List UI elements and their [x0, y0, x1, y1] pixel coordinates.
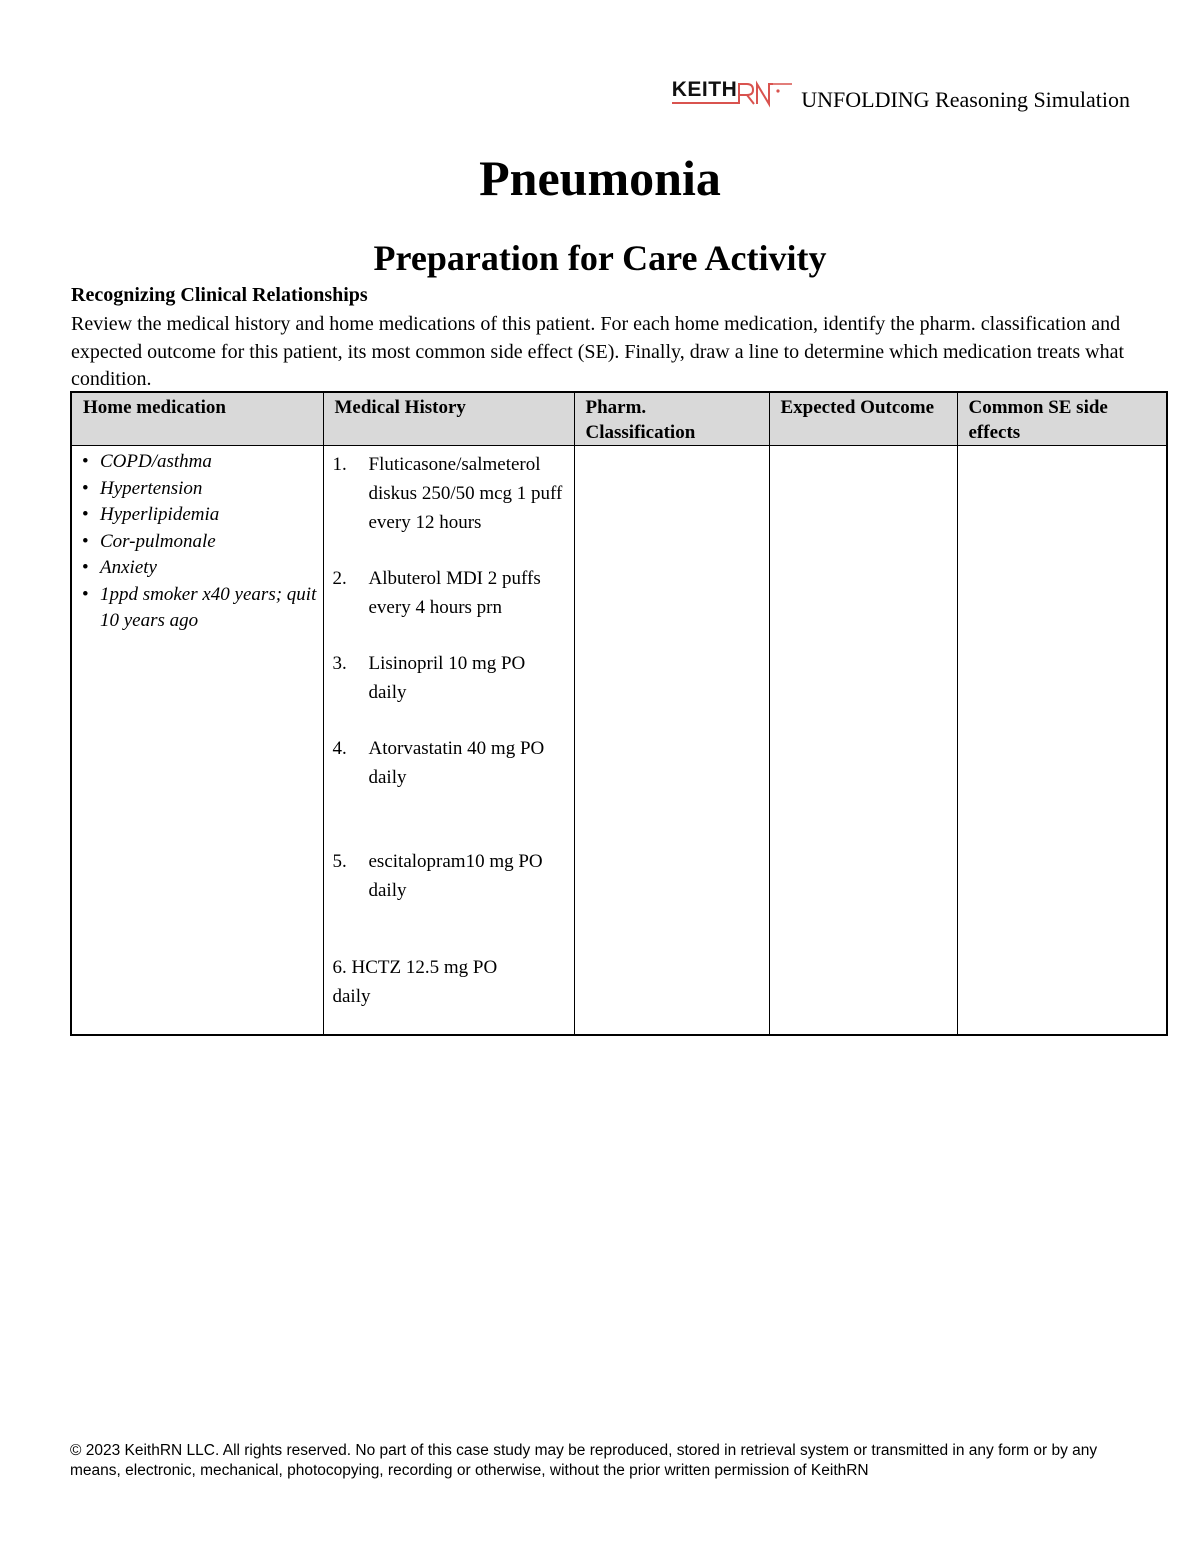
medication-text: Fluticasone/salmeterol diskus 250/50 mcg 1 puff every 12 hours	[368, 454, 563, 533]
logo-underline	[672, 102, 740, 104]
history-cell	[71, 446, 323, 1036]
list-item: • Cor-pulmonale	[82, 529, 317, 556]
medication-text: Albuterol MDI 2 puffs every 4 hours prn	[368, 568, 541, 618]
list-item: • 1ppd smoker x40 years; quit 10 years ago	[82, 582, 317, 635]
medication-item	[333, 734, 568, 792]
col-header-common-se: Common SE side effects	[957, 392, 1167, 446]
medication-item	[333, 564, 568, 622]
section-heading: Recognizing Clinical Relationships	[71, 284, 368, 306]
medication-list	[324, 446, 574, 1011]
list-item: • Anxiety	[82, 555, 317, 582]
medication-item	[333, 450, 568, 537]
medication-text: escitalopram10 mg PO daily	[368, 851, 543, 901]
medication-number: 5.	[332, 851, 347, 872]
medication-text: 6. HCTZ 12.5 mg PO daily	[332, 957, 498, 1007]
medication-item	[333, 847, 568, 905]
col-header-medical-history: Medical History	[323, 392, 574, 446]
medication-text: Atorvastatin 40 mg PO daily	[368, 738, 545, 788]
keithrn-logo	[672, 78, 794, 114]
medication-item	[333, 649, 568, 707]
col-header-home-medication: Home medication	[71, 392, 323, 446]
table-header-row	[71, 392, 1167, 446]
list-item: • Hypertension	[82, 476, 317, 503]
medication-item	[333, 953, 533, 1011]
copyright-footer: © 2023 KeithRN LLC. All rights reserved. No part of this case study may be reproduced, stored in retrieval system or transmitted in any form or by any means, electronic, mechanical, photocopying, recording or otherwise, without the prior written permission of KeithRN	[70, 1442, 1098, 1479]
medication-number: 1.	[332, 454, 347, 475]
header-subtitle: UNFOLDING Reasoning Simulation	[801, 87, 1130, 112]
rn-mark-icon	[737, 80, 793, 108]
medication-number: 3.	[332, 653, 347, 674]
page-header	[672, 78, 1130, 114]
instructions-text: Review the medical history and home medications of this patient. For each home medication, identify the pharm. classification and expected outcome for this patient, its most common side effect (SE). Finally, draw a line to determine which medication treats what condition.	[71, 313, 1125, 390]
col-header-pharm-classification: Pharm. Classification	[574, 392, 769, 446]
common-se-cell	[957, 446, 1167, 1036]
medications-cell	[323, 446, 574, 1036]
list-item: • COPD/asthma	[82, 449, 317, 476]
table-row	[71, 446, 1167, 1036]
medication-number: 2.	[332, 568, 347, 589]
pharm-classification-cell	[574, 446, 769, 1036]
list-item: • Hyperlipidemia	[82, 502, 317, 529]
history-list	[72, 449, 323, 635]
col-header-expected-outcome: Expected Outcome	[769, 392, 957, 446]
page-title: Pneumonia	[479, 150, 721, 206]
logo-wordmark: KEITH	[671, 78, 738, 101]
medication-number: 4.	[332, 738, 347, 759]
expected-outcome-cell	[769, 446, 957, 1036]
medication-table	[70, 391, 1168, 1036]
activity-title: Preparation for Care Activity	[373, 238, 827, 278]
medication-text: Lisinopril 10 mg PO daily	[368, 653, 526, 703]
